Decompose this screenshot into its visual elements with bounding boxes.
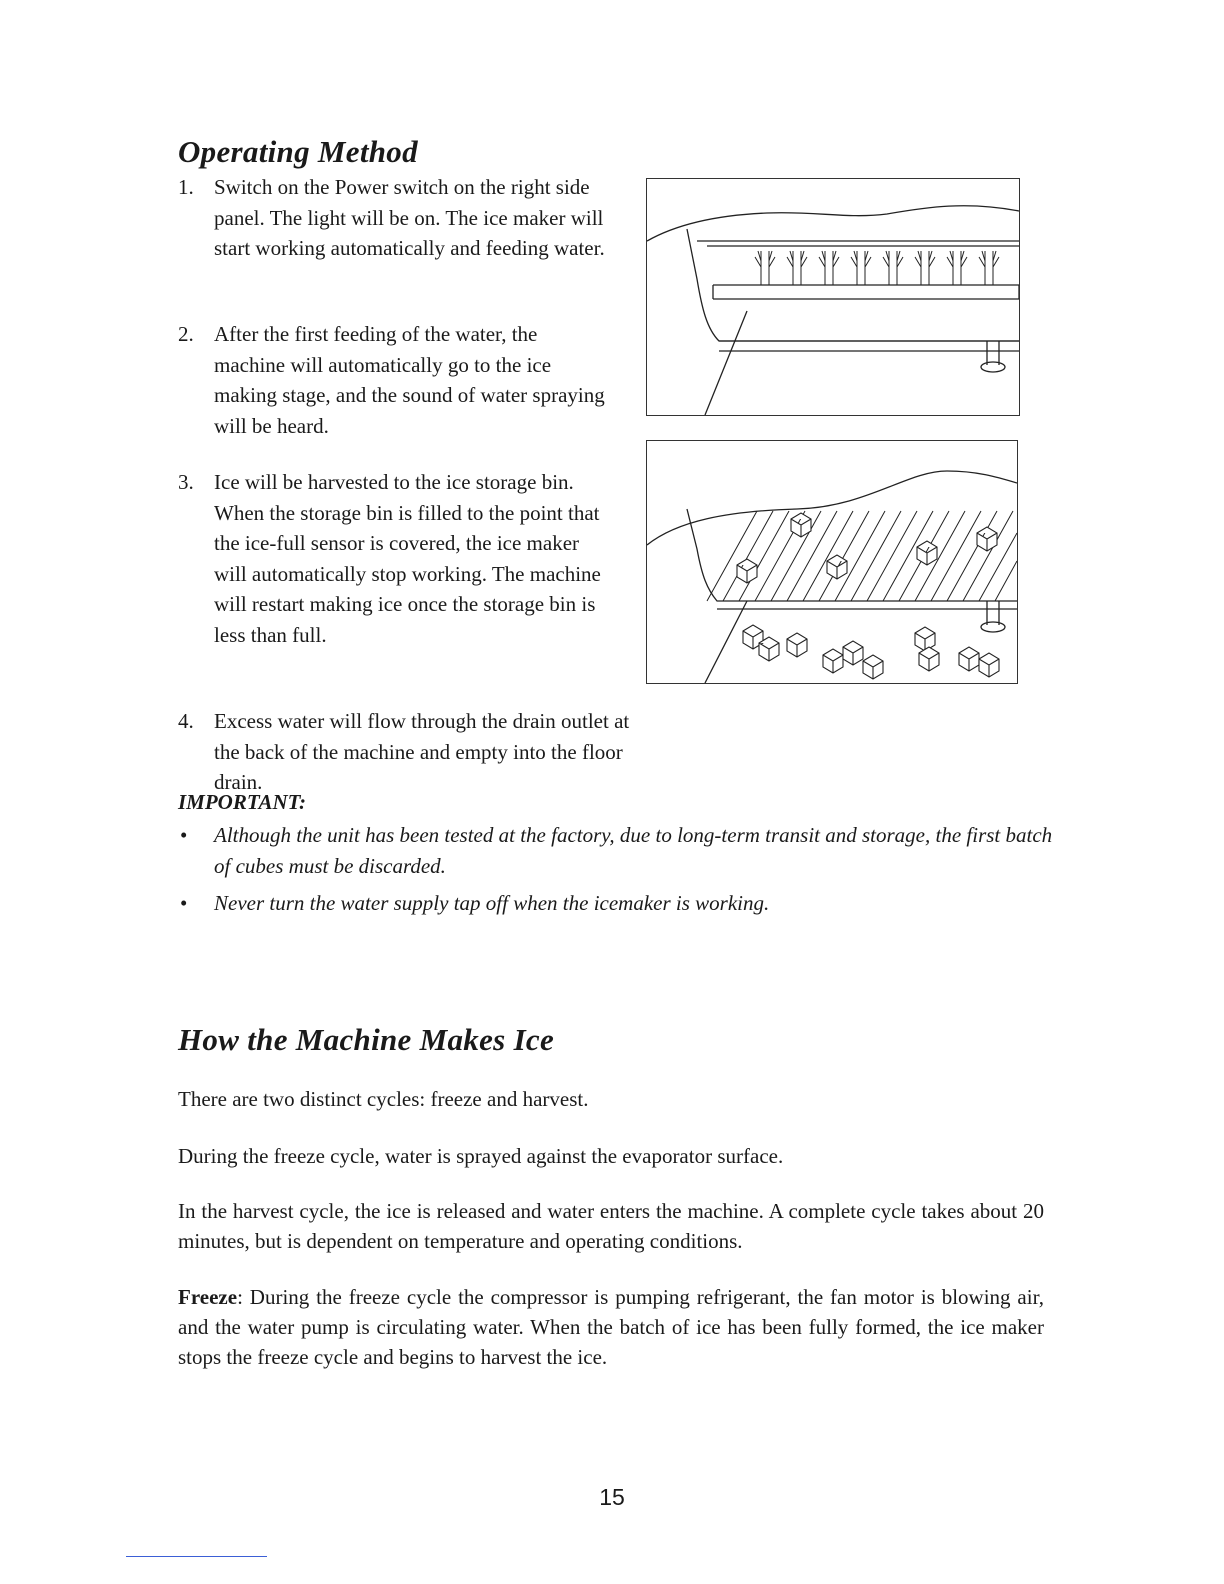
step-text: Excess water will flow through the drain outlet at the back of the machine and empty into the floor drain. [214,709,630,794]
list-item [178,820,1058,882]
freeze-label: Freeze [178,1285,238,1309]
step-3 [178,467,608,650]
step-number: 3. [178,470,194,494]
section-title-how-machine-makes-ice: How the Machine Makes Ice [178,1022,555,1057]
important-list [178,820,1058,925]
bullet-text: Although the unit has been tested at the factory, due to long-term transit and storage, the first batch of cubes must be discarded. [214,823,1053,878]
step-text: Ice will be harvested to the ice storage bin. When the storage bin is filled to the point that the ice-full sensor is covered, the ice maker will automatically stop working. The machine will restart making ice once the storage bin is less than full. [214,470,601,647]
step-number: 4. [178,709,194,733]
paragraph: There are two distinct cycles: freeze and harvest. [178,1087,589,1111]
step-2 [178,319,608,441]
paragraph: In the harvest cycle, the ice is released and water enters the machine. A complete cycle takes about 20 minutes, but is dependent on temperature and operating conditions. [178,1199,1044,1253]
water-spray-diagram-icon [647,179,1019,415]
bullet-icon: • [180,891,188,915]
ice-harvest-diagram-icon [647,441,1017,683]
step-number: 1. [178,175,194,199]
step-text: Switch on the Power switch on the right side panel. The light will be on. The ice maker will start working automatically and feeding water. [214,175,605,260]
step-4 [178,706,878,798]
bullet-text: Never turn the water supply tap off when the icemaker is working. [214,891,770,915]
ice-harvest-diagram [646,440,1018,684]
step-number: 2. [178,322,194,346]
water-spray-diagram [646,178,1020,416]
step-text: After the first feeding of the water, the machine will automatically go to the ice making stage, and the sound of water spraying will be heard. [214,322,605,438]
page-number: 15 [599,1484,625,1510]
freeze-paragraph [178,1282,1044,1372]
list-item [178,888,1058,919]
footer-divider [126,1556,267,1557]
step-1 [178,172,608,264]
important-label: IMPORTANT: [178,790,306,814]
freeze-text: : During the freeze cycle the compressor is pumping refrigerant, the fan motor is blowing air, and the water pump is circulating water. When the batch of ice has been fully formed, the ice maker stops the freeze cycle and begins to harvest the ice. [178,1285,1044,1369]
bullet-icon: • [180,823,188,847]
paragraph: During the freeze cycle, water is sprayed against the evaporator surface. [178,1144,784,1168]
section-title-operating-method: Operating Method [178,134,418,169]
